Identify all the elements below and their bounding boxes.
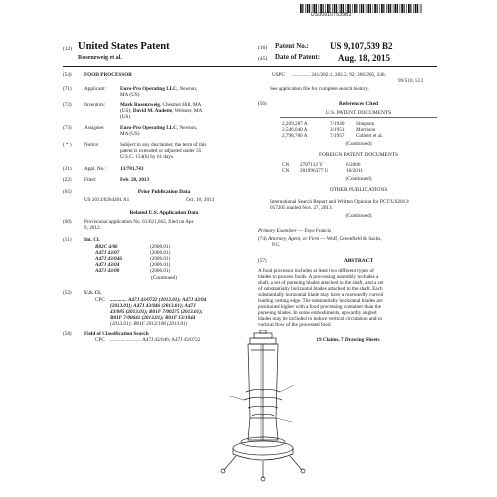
filed-date: Feb. 28, 2013: [120, 177, 150, 183]
abstract-line: A food processor includes at least two different types of: [258, 268, 374, 274]
attorney: (74) Attorney, Agent, or Firm — Wolf, Greenfield & Sacks,: [258, 236, 382, 242]
us-patent-docs-heading: U.S. PATENT DOCUMENTS: [325, 110, 392, 116]
code-54: (54): [63, 72, 72, 78]
code-52: (52): [63, 290, 72, 296]
us-docs-rule: [280, 117, 437, 118]
foreign-ref-number: 201996377 U: [300, 168, 329, 174]
code-12: (12): [63, 46, 73, 52]
abstract-line: positioned higher with a food processing container than the: [258, 304, 382, 310]
header-rule: [63, 66, 437, 67]
assignee-value: Euro-Pro Operating LLC, Newton,: [120, 125, 198, 131]
abstract-line: leading cutting edge. The substantially horizontal blades are: [258, 298, 383, 304]
abstract-line: substantially horizontal blade may have a rearwardly curved: [258, 292, 384, 298]
notice-line: Subject to any disclaimer, the term of this: [120, 142, 207, 148]
abstract-line: pureeing blades. In some embodiments, upwardly angled: [258, 310, 377, 316]
us-ref-name: Colbert et al.: [356, 133, 383, 139]
us-ref-number: 2,546,040 A: [282, 127, 308, 133]
appl-number: 13/781,743: [120, 166, 144, 172]
patent-date: Aug. 18, 2015: [338, 53, 391, 63]
abstract-line: shaft, a set of pureeing blades attached to the shaft, and a set: [258, 280, 384, 286]
field-heading: Field of Classification Search: [84, 331, 149, 337]
prior-publication-date: Oct. 10, 2013: [186, 197, 215, 203]
uscl-line: B01F 7/00641 (2013.01); B01F 13/1044: [110, 315, 196, 321]
prior-publication-number: US 2013/0264401 A1: [84, 197, 130, 203]
abstract-line: blades to process foods. A processing assembly includes a: [258, 274, 379, 280]
foreign-ref-country: CN: [282, 162, 290, 168]
uspc-label: USPC: [272, 72, 285, 78]
assignee-label: Assignee:: [84, 125, 105, 131]
barcode-number: US009107539B2: [311, 12, 352, 18]
assignee-state: MA (US): [120, 131, 140, 137]
claims-count: 19 Claims, 7 Drawing Sheets: [316, 337, 380, 343]
applicant-label: Applicant:: [84, 86, 106, 92]
other-publication-line: International Search Report and Written Opinion for PCT/US2013/: [270, 199, 410, 205]
code-72: (72): [63, 102, 72, 108]
inventor-line-3: (US): [120, 114, 131, 120]
inventor-short: Rosenzweig et al.: [78, 55, 122, 61]
code-10: (10): [258, 45, 268, 51]
uscl-heading: U.S. Cl.: [84, 290, 102, 296]
us-ref-date: 3/1951: [330, 127, 345, 133]
code-21: (21): [63, 166, 72, 172]
us-ref-date: 7/1957: [330, 133, 345, 139]
abstract-heading: ABSTRACT: [343, 258, 374, 264]
patent-no-label: Patent No.:: [275, 42, 309, 50]
foreign-ref-country: CN: [282, 168, 290, 174]
inventor-line-1: Mark Rosenzweig, Chestnut Hill, MA: [120, 102, 202, 108]
foreign-refs-continued: (Continued): [345, 176, 372, 182]
uspc-line: 99/510, 513: [398, 78, 423, 84]
abstract-line: blades may be included to induce vertical circulation and/or: [258, 316, 383, 322]
intcl-class: A47J 43/046: [95, 256, 122, 262]
references-heading: References Cited: [339, 101, 378, 107]
related-line: 9, 2012.: [84, 225, 101, 231]
us-refs-continued: (Continued): [345, 141, 372, 147]
uscl-cpc-label: CPC: [95, 297, 105, 303]
uscl-line: (2013.01); B01F 2013/108 (2013.01): [110, 321, 188, 327]
filed-label: Filed:: [84, 177, 97, 183]
patent-number: US 9,107,539 B2: [330, 41, 393, 51]
intcl-version: (2006.01): [150, 268, 171, 274]
date-label: Date of Patent:: [275, 53, 321, 61]
abstract-line: vortical flow of the processed food.: [258, 322, 332, 328]
intcl-heading: Int. Cl.: [84, 237, 100, 243]
us-ref-number: 2,798,700 A: [282, 133, 308, 139]
related-heading: Related U.S. Application Data: [129, 210, 199, 216]
foreign-docs-heading: FOREIGN PATENT DOCUMENTS: [318, 152, 399, 158]
foreign-ref-number: 2787112 Y: [300, 162, 323, 168]
intcl-version: (2006.01): [150, 262, 171, 268]
code-22: (22): [63, 177, 72, 183]
intcl-continued: (Continued): [150, 275, 178, 281]
other-pubs-continued: (Continued): [345, 213, 372, 219]
field-cpc-label: CPC: [95, 337, 105, 343]
us-ref-name: Simpson: [356, 121, 375, 127]
attorney-line-2: P.C.: [272, 242, 281, 248]
code-60: (60): [63, 219, 72, 225]
notice-line: U.S.C. 154(b) by 61 days.: [120, 154, 175, 160]
appl-label: Appl. No.:: [84, 166, 107, 172]
intcl-version: (2006.01): [150, 250, 171, 256]
primary-examiner: Primary Examiner — Faye Francis: [258, 228, 332, 234]
code-56: (56): [258, 101, 267, 107]
intcl-class: A47J 43/04: [95, 262, 120, 268]
invention-title: FOOD PROCESSOR: [84, 72, 132, 78]
inventors-label: Inventors:: [84, 102, 106, 108]
other-publications-heading: OTHER PUBLICATIONS: [329, 187, 388, 193]
intcl-class: A47J 43/08: [95, 268, 120, 274]
code-notice: ( * ): [63, 142, 72, 148]
code-58: (58): [63, 331, 72, 337]
see-application: See application file for complete search history.: [270, 86, 369, 92]
foreign-ref-date: 10/2011: [346, 168, 363, 174]
code-73: (73): [63, 125, 72, 131]
us-ref-number: 2,209,287 A: [282, 121, 308, 127]
prior-publication-heading: Prior Publication Data: [137, 189, 191, 195]
uscl-line: ............. A47J 43/0722 (2013.01); A47J 43/04: [110, 297, 207, 303]
notice-label: Notice:: [84, 142, 100, 148]
related-line: Provisional application No. 61/621,662, filed on Apr.: [84, 219, 195, 225]
applicant-state: MA (US): [120, 92, 140, 98]
code-45: (45): [258, 56, 268, 62]
inventor-line-2: (US); David M. Audette, Webster, MA: [120, 108, 203, 114]
intcl-version: (2006.01): [150, 256, 171, 262]
notice-line: patent is extended or adjusted under 35: [120, 148, 202, 154]
code-71: (71): [63, 86, 72, 92]
code-51: (51): [63, 237, 72, 243]
us-ref-date: 7/1940: [330, 121, 345, 127]
intcl-version: (2006.01): [150, 244, 171, 250]
applicant-value: Euro-Pro Operating LLC, Newton,: [120, 86, 198, 92]
other-publication-line: 057205 mailed Nov. 27, 2013.: [270, 205, 333, 211]
us-ref-name: Morrison: [356, 127, 376, 133]
uscl-line: (2013.01); A47J 43/046 (2013.01); A47J: [110, 303, 196, 309]
uspc-line: .............. 241/282.1, 282.2, 92; 366/205, 246;: [292, 72, 386, 78]
intcl-class: A47J 43/07: [95, 250, 120, 256]
uscl-line: 43/085 (2013.01); B01F 7/00275 (2013.01);: [110, 309, 203, 315]
code-57: (57): [258, 258, 267, 264]
food-processor-drawing: [210, 330, 315, 487]
foreign-ref-date: 6/2006: [346, 162, 361, 168]
code-65: (65): [63, 189, 72, 195]
field-value: ........................ A47J 43/046; A47J 43/0722: [110, 337, 201, 343]
document-type: United States Patent: [78, 41, 170, 52]
intcl-class: B02C 4/06: [95, 244, 118, 250]
abstract-line: of substantially horizontal blades attached to the shaft. Each: [258, 286, 383, 292]
